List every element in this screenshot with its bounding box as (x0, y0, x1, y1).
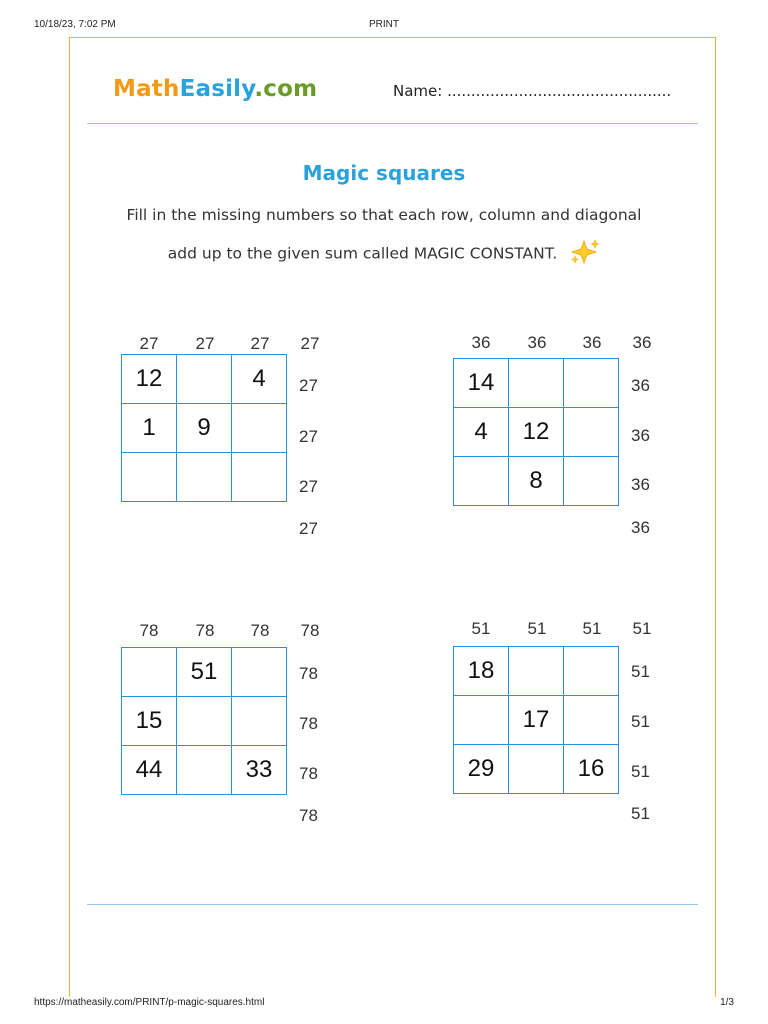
print-title: PRINT (369, 19, 399, 30)
row-sum: 27 (299, 376, 318, 395)
magic-square-3 (121, 621, 351, 831)
grid-cell[interactable] (564, 359, 619, 408)
diagonal-sum: 36 (631, 518, 650, 537)
magic-square-1 (121, 334, 351, 544)
diagonal-sum: 36 (632, 333, 652, 352)
diagonal-sum: 27 (300, 334, 320, 353)
magic-square-grid (121, 354, 287, 502)
grid-cell[interactable] (564, 696, 619, 745)
grid-cell[interactable]: 15 (122, 697, 177, 746)
row-sum: 27 (299, 427, 318, 446)
grid-cell[interactable] (232, 404, 287, 453)
column-sum: 78 (139, 621, 159, 640)
row-sum: 36 (631, 475, 650, 494)
grid-cell[interactable]: 12 (122, 355, 177, 404)
diagonal-sum: 51 (631, 804, 650, 823)
grid-cell[interactable] (177, 746, 232, 795)
grid-cell[interactable] (177, 355, 232, 404)
grid-cell[interactable]: 12 (509, 408, 564, 457)
site-logo (113, 76, 317, 102)
logo-math: Math (113, 76, 180, 102)
column-sum: 27 (250, 334, 270, 353)
grid-cell[interactable]: 8 (509, 457, 564, 506)
magic-square-grid (453, 646, 619, 794)
footer-divider (87, 904, 698, 905)
grid-cell[interactable] (177, 697, 232, 746)
name-field: Name: ............................................... (393, 82, 672, 100)
print-header (34, 19, 734, 33)
print-url[interactable]: https://matheasily.com/PRINT/p-magic-squares.html (34, 997, 265, 1008)
grid-cell[interactable]: 51 (177, 648, 232, 697)
column-sum: 51 (527, 619, 547, 638)
grid-cell[interactable]: 9 (177, 404, 232, 453)
grid-cell[interactable]: 4 (232, 355, 287, 404)
diagonal-sum: 27 (299, 519, 318, 538)
print-datetime: 10/18/23, 7:02 PM (34, 19, 116, 30)
diagonal-sum: 78 (300, 621, 320, 640)
header-divider (87, 123, 698, 124)
page-title: Magic squares (302, 161, 466, 185)
grid-cell[interactable]: 16 (564, 745, 619, 794)
column-sum: 36 (471, 333, 491, 352)
grid-cell[interactable]: 4 (454, 408, 509, 457)
grid-cell[interactable]: 29 (454, 745, 509, 794)
grid-cell[interactable] (454, 457, 509, 506)
grid-cell[interactable] (564, 457, 619, 506)
row-sum: 51 (631, 762, 650, 781)
grid-cell[interactable] (564, 408, 619, 457)
grid-cell[interactable] (564, 647, 619, 696)
grid-cell[interactable] (232, 453, 287, 502)
grid-cell[interactable] (454, 696, 509, 745)
row-sum: 36 (631, 376, 650, 395)
grid-cell[interactable]: 1 (122, 404, 177, 453)
grid-cell[interactable] (509, 745, 564, 794)
column-sum: 51 (582, 619, 602, 638)
magic-square-4 (453, 619, 683, 829)
magic-square-2 (453, 333, 683, 543)
grid-cell[interactable]: 14 (454, 359, 509, 408)
grid-cell[interactable]: 44 (122, 746, 177, 795)
column-sum: 78 (195, 621, 215, 640)
row-sum: 36 (631, 426, 650, 445)
column-sum: 36 (527, 333, 547, 352)
instructions-line-2: add up to the given sum called MAGIC CONSTANT. (167, 244, 558, 263)
grid-cell[interactable] (122, 648, 177, 697)
instructions-line-2-wrap (0, 239, 768, 269)
column-sum: 51 (471, 619, 491, 638)
grid-cell[interactable] (509, 647, 564, 696)
magic-square-grid (453, 358, 619, 506)
sparkles-icon (570, 239, 600, 269)
row-sum: 51 (631, 712, 650, 731)
grid-cell[interactable]: 17 (509, 696, 564, 745)
row-sum: 78 (299, 764, 318, 783)
diagonal-sum: 78 (299, 806, 318, 825)
column-sum: 27 (195, 334, 215, 353)
magic-square-grid (121, 647, 287, 795)
grid-cell[interactable]: 18 (454, 647, 509, 696)
instructions-line-1: Fill in the missing numbers so that each row, column and diagonal (126, 206, 642, 224)
grid-cell[interactable] (122, 453, 177, 502)
logo-dotcom: .com (254, 76, 318, 102)
grid-cell[interactable] (509, 359, 564, 408)
column-sum: 36 (582, 333, 602, 352)
row-sum: 78 (299, 664, 318, 683)
row-sum: 51 (631, 662, 650, 681)
logo-easily: Easily (179, 76, 255, 102)
grid-cell[interactable]: 33 (232, 746, 287, 795)
column-sum: 78 (250, 621, 270, 640)
column-sum: 27 (139, 334, 159, 353)
print-footer (34, 997, 734, 1011)
page-number: 1/3 (720, 997, 734, 1008)
row-sum: 78 (299, 714, 318, 733)
diagonal-sum: 51 (632, 619, 652, 638)
grid-cell[interactable] (232, 697, 287, 746)
grid-cell[interactable] (177, 453, 232, 502)
grid-cell[interactable] (232, 648, 287, 697)
row-sum: 27 (299, 477, 318, 496)
